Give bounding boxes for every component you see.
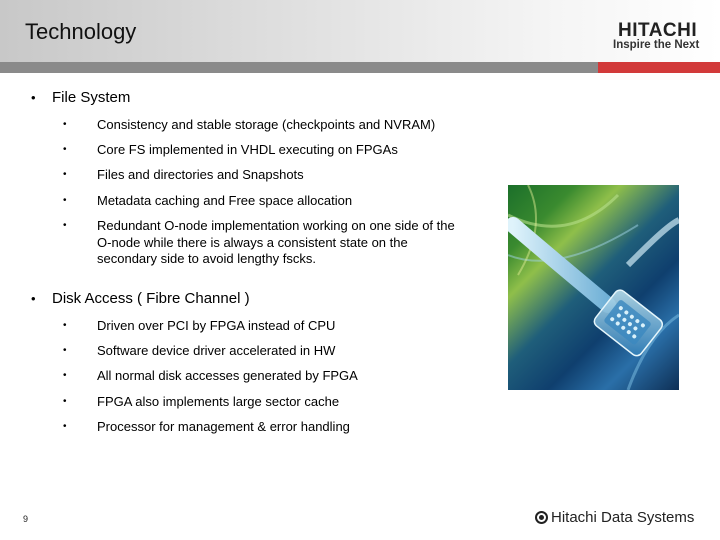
list-item: Redundant O-node implementation working on one side of the O-node while there is always a consistent state on the secondary side to avoid lengthy fscks. (97, 218, 455, 266)
list-item: Files and directories and Snapshots (97, 167, 304, 182)
slide-title: Technology (25, 19, 137, 44)
bullet-icon: • (63, 119, 67, 130)
list-item: Software device driver accelerated in HW (97, 343, 336, 358)
bullet-icon: • (63, 169, 67, 180)
fibre-cable-photo (508, 185, 679, 390)
header-accent-bar (598, 62, 720, 73)
bullet-icon: • (63, 370, 67, 381)
bullet-icon: • (63, 396, 67, 407)
logo-text: HITACHI (618, 20, 698, 41)
list-item: Driven over PCI by FPGA instead of CPU (97, 318, 336, 333)
header-divider-bar (0, 62, 598, 73)
list-item: FPGA also implements large sector cache (97, 394, 340, 409)
bullet-icon: • (63, 320, 67, 331)
list-item: Core FS implemented in VHDL executing on FPGAs (97, 142, 398, 157)
footer-company-name: Hitachi Data Systems (551, 509, 695, 526)
list-item: Metadata caching and Free space allocation (97, 193, 353, 208)
list-item: Consistency and stable storage (checkpoints and NVRAM) (97, 117, 436, 132)
bullet-icon: • (31, 291, 36, 306)
list-item: Processor for management & error handling (97, 419, 350, 434)
bullet-icon: • (63, 144, 67, 155)
hitachi-emblem-icon (535, 511, 548, 524)
bullet-icon: • (63, 220, 67, 231)
list-item: All normal disk accesses generated by FPGA (97, 368, 358, 383)
hitachi-logo (608, 20, 714, 56)
logo-tagline: Inspire the Next (613, 39, 700, 51)
section-heading-file-system: File System (52, 89, 131, 106)
bullet-icon: • (63, 345, 67, 356)
page-number: 9 (23, 514, 29, 524)
footer-branding (535, 509, 694, 526)
bullet-icon: • (63, 195, 67, 206)
bullet-icon: • (31, 90, 36, 105)
bullet-icon: • (63, 421, 67, 432)
section-heading-disk-access: Disk Access ( Fibre Channel ) (52, 290, 250, 307)
